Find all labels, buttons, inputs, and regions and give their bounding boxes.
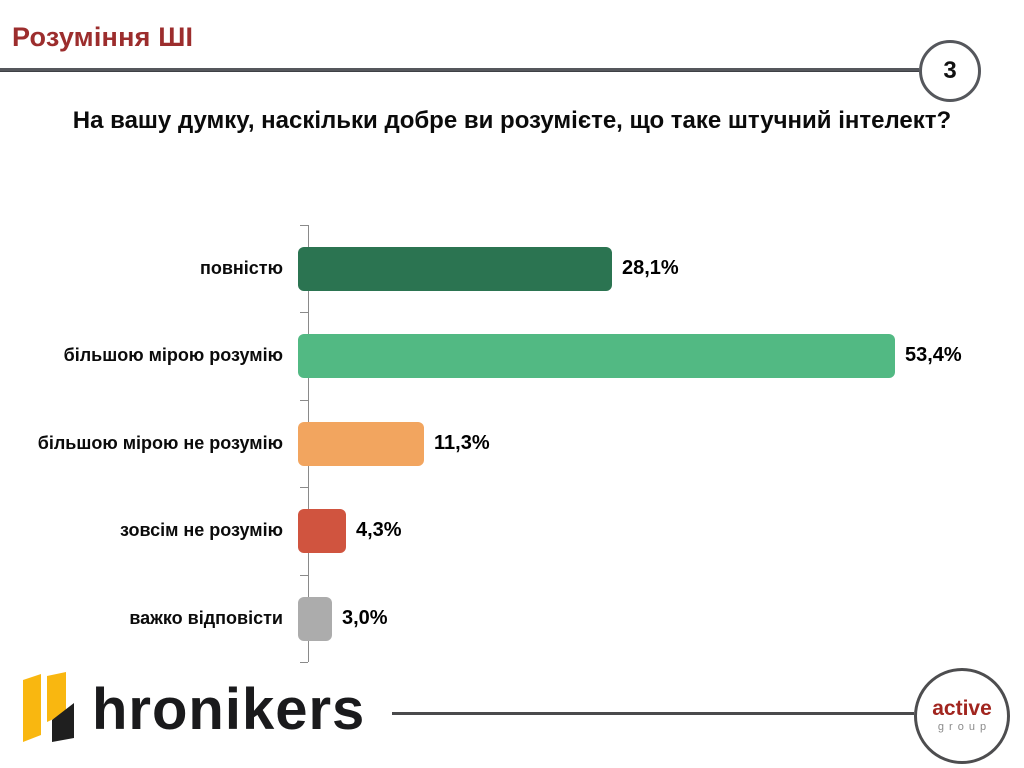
bar-area bbox=[296, 487, 1010, 574]
axis-tick bbox=[300, 662, 308, 663]
value-label: 4,3% bbox=[356, 519, 402, 541]
page-title: Розуміння ШІ bbox=[12, 22, 194, 52]
bar bbox=[298, 597, 332, 641]
category-label: важко відповісти bbox=[129, 608, 283, 628]
bar-area bbox=[296, 312, 1010, 399]
axis-tick bbox=[300, 225, 308, 226]
partner-name: active bbox=[932, 697, 992, 720]
category-label: більшою мірою розумію bbox=[63, 345, 283, 365]
axis-tick bbox=[300, 575, 308, 576]
category-label: повністю bbox=[199, 258, 283, 278]
chart-row bbox=[0, 312, 1010, 399]
footer-divider-line bbox=[392, 712, 914, 715]
bar-area bbox=[296, 575, 1010, 662]
chart-row bbox=[0, 225, 1010, 312]
value-label: 53,4% bbox=[905, 344, 962, 366]
page-number: 3 bbox=[943, 57, 957, 84]
category-label: більшою мірою не розумію bbox=[37, 433, 283, 453]
value-label: 11,3% bbox=[434, 432, 490, 454]
chart-row bbox=[0, 400, 1010, 487]
value-label: 28,1% bbox=[622, 257, 679, 279]
survey-question: На вашу думку, наскільки добре ви розумієте, що таке штучний інтелект? bbox=[72, 107, 952, 134]
value-label: 3,0% bbox=[342, 607, 388, 629]
bar-area bbox=[296, 400, 1010, 487]
axis-tick bbox=[300, 400, 308, 401]
bar bbox=[298, 334, 895, 378]
bar-area bbox=[296, 225, 1010, 312]
bar bbox=[298, 247, 612, 291]
bar bbox=[298, 509, 346, 553]
bar bbox=[298, 422, 424, 466]
chart-row bbox=[0, 487, 1010, 574]
category-label: зовсім не розумію bbox=[119, 520, 283, 540]
axis-tick bbox=[300, 487, 308, 488]
axis-tick bbox=[300, 312, 308, 313]
hronikers-logo-icon bbox=[20, 669, 78, 745]
partner-subtitle: group bbox=[937, 721, 992, 733]
chart-row bbox=[0, 575, 1010, 662]
active-group-logo bbox=[914, 668, 1010, 764]
brand-wordmark: hronikers bbox=[92, 677, 366, 742]
